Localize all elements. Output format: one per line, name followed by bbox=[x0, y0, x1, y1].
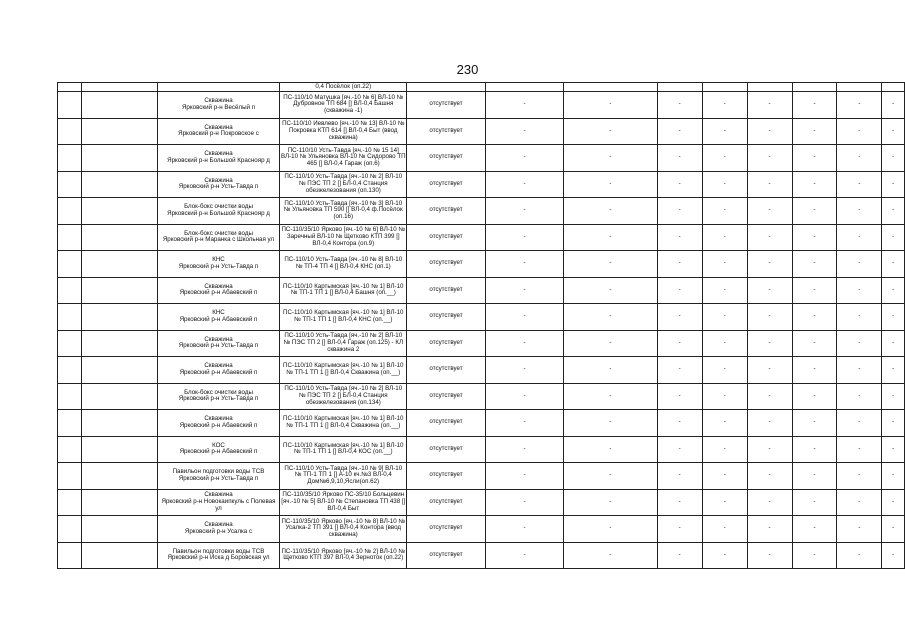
cell-value bbox=[485, 83, 563, 92]
cell-value: - bbox=[657, 542, 702, 569]
cell-line: ПС-110/35/10 Ярково [яч.-10 № 8] ВЛ-10 № Усалка-2 ТП 391 [] ВЛ-0,4 Контора (ввод скважина) bbox=[280, 516, 407, 543]
cell-value: - bbox=[657, 118, 702, 145]
cell-line: ПС-110/10 Картымская [яч.-10 № 1] ВЛ-10 № ТП-1 ТП 1 [] ВЛ-0,4 Скважина (оп.__) bbox=[280, 357, 407, 384]
table-row bbox=[58, 304, 905, 331]
cell-index bbox=[58, 516, 82, 543]
cell-value: - bbox=[747, 251, 792, 278]
cell-value: - bbox=[747, 330, 792, 357]
cell-value: - bbox=[882, 410, 905, 437]
cell-value: - bbox=[702, 542, 747, 569]
cell-value: - bbox=[882, 542, 905, 569]
cell-value: - bbox=[882, 145, 905, 172]
cell-value: - bbox=[837, 542, 882, 569]
cell-value: - bbox=[564, 198, 658, 225]
table-row bbox=[58, 383, 905, 410]
cell-value: - bbox=[747, 224, 792, 251]
cell-index bbox=[58, 224, 82, 251]
cell-blank bbox=[82, 489, 157, 516]
cell-value: - bbox=[837, 436, 882, 463]
cell-status: отсутствует bbox=[407, 383, 486, 410]
cell-value: - bbox=[837, 92, 882, 119]
cell-value: - bbox=[564, 330, 658, 357]
cell-blank bbox=[82, 171, 157, 198]
cell-value: - bbox=[792, 489, 837, 516]
cell-blank bbox=[82, 224, 157, 251]
cell-blank bbox=[82, 277, 157, 304]
cell-line: ПС-110/10 Картымская [яч.-10 № 1] ВЛ-10 № ТП-1 ТП 1 [] ВЛ-0,4 Скважина (оп.__) bbox=[280, 410, 407, 437]
cell-value: - bbox=[882, 357, 905, 384]
cell-value: - bbox=[657, 463, 702, 490]
cell-status: отсутствует bbox=[407, 410, 486, 437]
cell-value: - bbox=[882, 330, 905, 357]
cell-index bbox=[58, 304, 82, 331]
cell-value: - bbox=[564, 436, 658, 463]
table-row bbox=[58, 516, 905, 543]
cell-index bbox=[58, 542, 82, 569]
cell-value: - bbox=[792, 436, 837, 463]
cell-index bbox=[58, 383, 82, 410]
cell-line: ПС-110/10 Усть-Тавда [яч.-10 № 2] ВЛ-10 № ПЭС ТП 2 [] БЛ-0,4 Станция обезжелезования (оп.134) bbox=[280, 383, 407, 410]
cell-value: - bbox=[792, 304, 837, 331]
cell-value: - bbox=[882, 224, 905, 251]
cell-status: отсутствует bbox=[407, 171, 486, 198]
cell-value: - bbox=[792, 92, 837, 119]
cell-status: отсутствует bbox=[407, 436, 486, 463]
cell-value: - bbox=[485, 145, 563, 172]
cell-value: - bbox=[485, 463, 563, 490]
cell-object: КНС Ярковский р-н Абаевский п bbox=[157, 304, 280, 331]
cell-value: - bbox=[792, 224, 837, 251]
table-row bbox=[58, 542, 905, 569]
cell-value: - bbox=[485, 542, 563, 569]
cell-blank bbox=[82, 436, 157, 463]
cell-value bbox=[657, 83, 702, 92]
cell-value: - bbox=[792, 277, 837, 304]
cell-value: - bbox=[657, 251, 702, 278]
cell-value: - bbox=[657, 489, 702, 516]
cell-value: - bbox=[702, 145, 747, 172]
cell-value: - bbox=[882, 92, 905, 119]
cell-value: - bbox=[564, 251, 658, 278]
cell-status: отсутствует bbox=[407, 118, 486, 145]
cell-value: - bbox=[747, 463, 792, 490]
cell-value: - bbox=[792, 357, 837, 384]
cell-value: - bbox=[657, 92, 702, 119]
cell-object: Скважина Ярковский р-н Покровское с bbox=[157, 118, 280, 145]
cell-value: - bbox=[702, 463, 747, 490]
cell-blank bbox=[82, 357, 157, 384]
cell-status: отсутствует bbox=[407, 463, 486, 490]
cell-value: - bbox=[792, 198, 837, 225]
cell-value: - bbox=[882, 251, 905, 278]
table-row bbox=[58, 198, 905, 225]
cell-value bbox=[564, 83, 658, 92]
cell-value bbox=[882, 83, 905, 92]
cell-blank bbox=[82, 83, 157, 92]
cell-status: отсутствует bbox=[407, 224, 486, 251]
cell-value: - bbox=[702, 251, 747, 278]
cell-value: - bbox=[657, 145, 702, 172]
cell-object: Скважина Ярковский р-н Абаевский п bbox=[157, 277, 280, 304]
cell-object bbox=[157, 83, 280, 92]
cell-value: - bbox=[792, 118, 837, 145]
cell-index bbox=[58, 463, 82, 490]
cell-value: - bbox=[485, 357, 563, 384]
cell-line: ПС-110/10 Матушка [яч.-10 № 6] ВЛ-10 № Дубровное ТП 684 [] ВЛ-0,4 Башня (скважина -1) bbox=[280, 92, 407, 119]
data-table bbox=[57, 82, 905, 569]
cell-status: отсутствует bbox=[407, 357, 486, 384]
cell-value: - bbox=[747, 92, 792, 119]
cell-value: - bbox=[564, 463, 658, 490]
cell-value: - bbox=[882, 383, 905, 410]
cell-value: - bbox=[837, 330, 882, 357]
table-row bbox=[58, 410, 905, 437]
cell-value: - bbox=[564, 304, 658, 331]
cell-value bbox=[702, 83, 747, 92]
cell-object: Павильон подготовки воды ТСВ Ярковский р-н Иска д Боровская ул bbox=[157, 542, 280, 569]
cell-value: - bbox=[882, 277, 905, 304]
table-row bbox=[58, 330, 905, 357]
cell-blank bbox=[82, 410, 157, 437]
cell-value: - bbox=[837, 277, 882, 304]
table-row bbox=[58, 171, 905, 198]
cell-value: - bbox=[657, 330, 702, 357]
cell-value: - bbox=[702, 118, 747, 145]
cell-value: - bbox=[657, 436, 702, 463]
cell-line: ПС-110/10 Картымская [яч.-10 № 1] ВЛ-10 № ТП-1 ТП 1 [] ВЛ-0,4 Башня (оп.__) bbox=[280, 277, 407, 304]
cell-value: - bbox=[792, 542, 837, 569]
cell-index bbox=[58, 198, 82, 225]
cell-value: - bbox=[564, 171, 658, 198]
cell-value: - bbox=[747, 410, 792, 437]
cell-value: - bbox=[747, 383, 792, 410]
cell-blank bbox=[82, 383, 157, 410]
cell-index bbox=[58, 92, 82, 119]
cell-value: - bbox=[882, 436, 905, 463]
cell-object: Павильон подготовки воды ТСВ Ярковский р-н Усть-Тавда п bbox=[157, 463, 280, 490]
cell-index bbox=[58, 277, 82, 304]
cell-value: - bbox=[702, 410, 747, 437]
cell-value: - bbox=[837, 357, 882, 384]
cell-value: - bbox=[564, 118, 658, 145]
cell-blank bbox=[82, 542, 157, 569]
cell-value: - bbox=[747, 198, 792, 225]
cell-value: - bbox=[882, 516, 905, 543]
cell-status: отсутствует bbox=[407, 489, 486, 516]
cell-value: - bbox=[882, 489, 905, 516]
cell-value: - bbox=[485, 118, 563, 145]
cell-value: - bbox=[882, 171, 905, 198]
cell-index bbox=[58, 118, 82, 145]
cell-value bbox=[747, 83, 792, 92]
cell-value: - bbox=[657, 410, 702, 437]
cell-value: - bbox=[657, 198, 702, 225]
cell-index bbox=[58, 436, 82, 463]
cell-line: ПС-110/35/10 Ярково [яч.-10 № 2] ВЛ-10 № Щетково КТП 397 ВЛ-0,4 Зерноток (оп.22) bbox=[280, 542, 407, 569]
table-row bbox=[58, 145, 905, 172]
cell-value: - bbox=[747, 542, 792, 569]
cell-object: Скважина Ярковский р-н Большой Краснояр д bbox=[157, 145, 280, 172]
cell-value: - bbox=[702, 92, 747, 119]
cell-value: - bbox=[747, 118, 792, 145]
cell-value: - bbox=[485, 92, 563, 119]
cell-blank bbox=[82, 198, 157, 225]
cell-object: Блок-бокс очистки воды Ярковский р-н Усть-Тавда п bbox=[157, 383, 280, 410]
cell-status: отсутствует bbox=[407, 198, 486, 225]
table-row bbox=[58, 224, 905, 251]
cell-blank bbox=[82, 145, 157, 172]
cell-value: - bbox=[564, 542, 658, 569]
cell-value: - bbox=[792, 145, 837, 172]
cell-index bbox=[58, 489, 82, 516]
cell-status: отсутствует bbox=[407, 542, 486, 569]
cell-index bbox=[58, 330, 82, 357]
cell-value: - bbox=[837, 410, 882, 437]
cell-value: - bbox=[485, 171, 563, 198]
cell-value: - bbox=[702, 516, 747, 543]
cell-value: - bbox=[657, 224, 702, 251]
cell-object: Скважина Ярковский р-н Весёлый п bbox=[157, 92, 280, 119]
cell-value: - bbox=[837, 304, 882, 331]
cell-line: ПС-110/10 Иевлево [яч.-10 № 13] ВЛ-10 № Покровка КТП 614 [] ВЛ-0,4 Быт (ввод скважина) bbox=[280, 118, 407, 145]
cell-value: - bbox=[882, 304, 905, 331]
cell-value: - bbox=[702, 436, 747, 463]
cell-index bbox=[58, 83, 82, 92]
cell-object: КОС Ярковский р-н Абаевский п bbox=[157, 436, 280, 463]
cell-value: - bbox=[702, 171, 747, 198]
cell-object: Скважина Ярковский р-н Усть-Тавда п bbox=[157, 171, 280, 198]
cell-blank bbox=[82, 251, 157, 278]
cell-line: ПС-110/10 Усть-Тавда [яч.-10 № 2] ВЛ-10 № ПЭС ТП 2 [] БЛ-0,4 Станция обезжелезования (оп.130) bbox=[280, 171, 407, 198]
cell-value: - bbox=[702, 489, 747, 516]
cell-object: Блок-бокс очистки воды Ярковский р-н Большой Краснояр д bbox=[157, 198, 280, 225]
cell-value: - bbox=[837, 118, 882, 145]
cell-object: Скважина Ярковский р-н Усалка с bbox=[157, 516, 280, 543]
cell-object: Скважина Ярковский р-н Усть-Тавда п bbox=[157, 330, 280, 357]
table-row bbox=[58, 251, 905, 278]
cell-status: отсутствует bbox=[407, 251, 486, 278]
table-row bbox=[58, 118, 905, 145]
cell-value: - bbox=[564, 224, 658, 251]
cell-value: - bbox=[485, 304, 563, 331]
cell-value: - bbox=[747, 304, 792, 331]
cell-line: ПС-110/10 Картымская [яч.-10 № 1] ВЛ-10 № ТП-1 ТП 1 [] ВЛ-0,4 КНС (оп.__) bbox=[280, 304, 407, 331]
table-row bbox=[58, 92, 905, 119]
cell-line: ПС-110/35/10 Ярково ПС-35/10 Больцевин [яч.-10 № 5] ВЛ-10 № Степановка ТП 438 [] ВЛ-0,4 Быт bbox=[280, 489, 407, 516]
cell-value: - bbox=[564, 357, 658, 384]
cell-value: - bbox=[564, 383, 658, 410]
cell-line: ПС-110/10 Усть-Тавда [яч.-10 № 2] ВЛ-10 № ПЭС ТП 2 [] ВЛ-0,4 Гараж (оп.125) - КЛ скважина 2 bbox=[280, 330, 407, 357]
cell-value bbox=[837, 83, 882, 92]
cell-value: - bbox=[702, 198, 747, 225]
cell-value: - bbox=[485, 410, 563, 437]
cell-blank bbox=[82, 516, 157, 543]
cell-value: - bbox=[837, 489, 882, 516]
cell-value: - bbox=[747, 145, 792, 172]
cell-status: отсутствует bbox=[407, 277, 486, 304]
cell-value: - bbox=[564, 489, 658, 516]
cell-value: - bbox=[882, 463, 905, 490]
cell-value: - bbox=[837, 198, 882, 225]
cell-value bbox=[792, 83, 837, 92]
cell-value: - bbox=[837, 463, 882, 490]
cell-status: отсутствует bbox=[407, 516, 486, 543]
cell-value: - bbox=[564, 516, 658, 543]
cell-object: Блок-бокс очистки воды Ярковский р-н Маранка с Школьная ул bbox=[157, 224, 280, 251]
cell-status: отсутствует bbox=[407, 304, 486, 331]
cell-value: - bbox=[792, 383, 837, 410]
cell-line: ПС-110/10 Усть-Тавда [яч.-10 № 8] ВЛ-10 № ТП-4 ТП 4 [] ВЛ-0,4 КНС (оп.1) bbox=[280, 251, 407, 278]
page-number: 230 bbox=[456, 62, 479, 77]
table-row bbox=[58, 463, 905, 490]
cell-value: - bbox=[485, 198, 563, 225]
table-row bbox=[58, 277, 905, 304]
cell-value: - bbox=[657, 304, 702, 331]
cell-line: ПС-110/10 Усть-Тавда [яч.-10 № 3] ВЛ-10 № Ульяновка ТП 590 [] ВЛ-0,4 ф.Посёлок (оп.16) bbox=[280, 198, 407, 225]
cell-value: - bbox=[485, 251, 563, 278]
cell-status: отсутствует bbox=[407, 330, 486, 357]
cell-status: отсутствует bbox=[407, 92, 486, 119]
cell-value: - bbox=[837, 383, 882, 410]
cell-value: - bbox=[485, 489, 563, 516]
cell-object: КНС Ярковский р-н Усть-Тавда п bbox=[157, 251, 280, 278]
cell-value: - bbox=[564, 92, 658, 119]
cell-value: - bbox=[702, 357, 747, 384]
cell-value: - bbox=[485, 383, 563, 410]
cell-object: Скважина Ярковский р-н Абаевский п bbox=[157, 410, 280, 437]
cell-line: ПС-110/10 Усть-Тавда [яч.-10 № 15 14] ВЛ-10 № Ульяновка ВЛ-10 № Сидорово ТП 465 [] ВЛ-0,4 Гараж (оп.6) bbox=[280, 145, 407, 172]
cell-value: - bbox=[747, 489, 792, 516]
cell-value: - bbox=[792, 516, 837, 543]
cell-value: - bbox=[485, 330, 563, 357]
cell-value: - bbox=[657, 277, 702, 304]
cell-index bbox=[58, 171, 82, 198]
cell-line: ПС-110/10 Картымская [яч.-10 № 1] ВЛ-10 № ТП-1 ТП 1 [] ВЛ-0,4 КОС (оп.__) bbox=[280, 436, 407, 463]
cell-value: - bbox=[564, 277, 658, 304]
cell-blank bbox=[82, 304, 157, 331]
cell-value: - bbox=[702, 304, 747, 331]
cell-value: - bbox=[792, 463, 837, 490]
cell-index bbox=[58, 357, 82, 384]
cell-blank bbox=[82, 118, 157, 145]
cell-value: - bbox=[564, 410, 658, 437]
cell-value: - bbox=[792, 330, 837, 357]
cell-value: - bbox=[747, 357, 792, 384]
table-row bbox=[58, 357, 905, 384]
table-row bbox=[58, 436, 905, 463]
cell-value: - bbox=[837, 251, 882, 278]
cell-blank bbox=[82, 92, 157, 119]
cell-value: - bbox=[837, 516, 882, 543]
cell-blank bbox=[82, 330, 157, 357]
cell-value: - bbox=[564, 145, 658, 172]
cell-index bbox=[58, 251, 82, 278]
table-row-continued bbox=[58, 83, 905, 92]
cell-status bbox=[407, 83, 486, 92]
cell-status: отсутствует bbox=[407, 145, 486, 172]
cell-value: - bbox=[485, 516, 563, 543]
cell-value: - bbox=[882, 118, 905, 145]
cell-value: - bbox=[837, 171, 882, 198]
cell-value: - bbox=[792, 410, 837, 437]
cell-object: Скважина Ярковский р-н Новокаипкуль с Полевая ул bbox=[157, 489, 280, 516]
cell-value: - bbox=[747, 436, 792, 463]
cell-value: - bbox=[747, 171, 792, 198]
cell-index bbox=[58, 145, 82, 172]
table-row bbox=[58, 489, 905, 516]
cell-value: - bbox=[837, 224, 882, 251]
cell-value: - bbox=[837, 145, 882, 172]
cell-value: - bbox=[657, 383, 702, 410]
cell-value: - bbox=[702, 330, 747, 357]
cell-value: - bbox=[657, 357, 702, 384]
cell-value: - bbox=[882, 198, 905, 225]
cell-value: - bbox=[702, 383, 747, 410]
cell-value: - bbox=[657, 171, 702, 198]
cell-value: - bbox=[747, 277, 792, 304]
cell-value: - bbox=[657, 516, 702, 543]
cell-line: ПС-110/10 Усть-Тавда [яч.-10 № 9] ВЛ-10 № ТП-1 ТП 1 [] А-10 кч.№3 ВЛ-0,4 Дом№6,9,10,Ясли(оп.62) bbox=[280, 463, 407, 490]
cell-value: - bbox=[485, 436, 563, 463]
cell-object: Скважина Ярковский р-н Абаевский п bbox=[157, 357, 280, 384]
cell-value: - bbox=[702, 277, 747, 304]
cell-value: - bbox=[747, 516, 792, 543]
cell-value: - bbox=[702, 224, 747, 251]
cell-index bbox=[58, 410, 82, 437]
cell-value: - bbox=[792, 251, 837, 278]
cell-value: - bbox=[485, 277, 563, 304]
cell-line: ПС-110/35/10 Ярково [яч.-10 № 6] ВЛ-10 № Заречный ВЛ-10 № Щетково КТП 399 [] ВЛ-0,4 Контора (оп.9) bbox=[280, 224, 407, 251]
cell-value: - bbox=[792, 171, 837, 198]
cell-line: 0,4 Посёлок (оп.22) bbox=[280, 83, 407, 92]
cell-value: - bbox=[485, 224, 563, 251]
cell-blank bbox=[82, 463, 157, 490]
